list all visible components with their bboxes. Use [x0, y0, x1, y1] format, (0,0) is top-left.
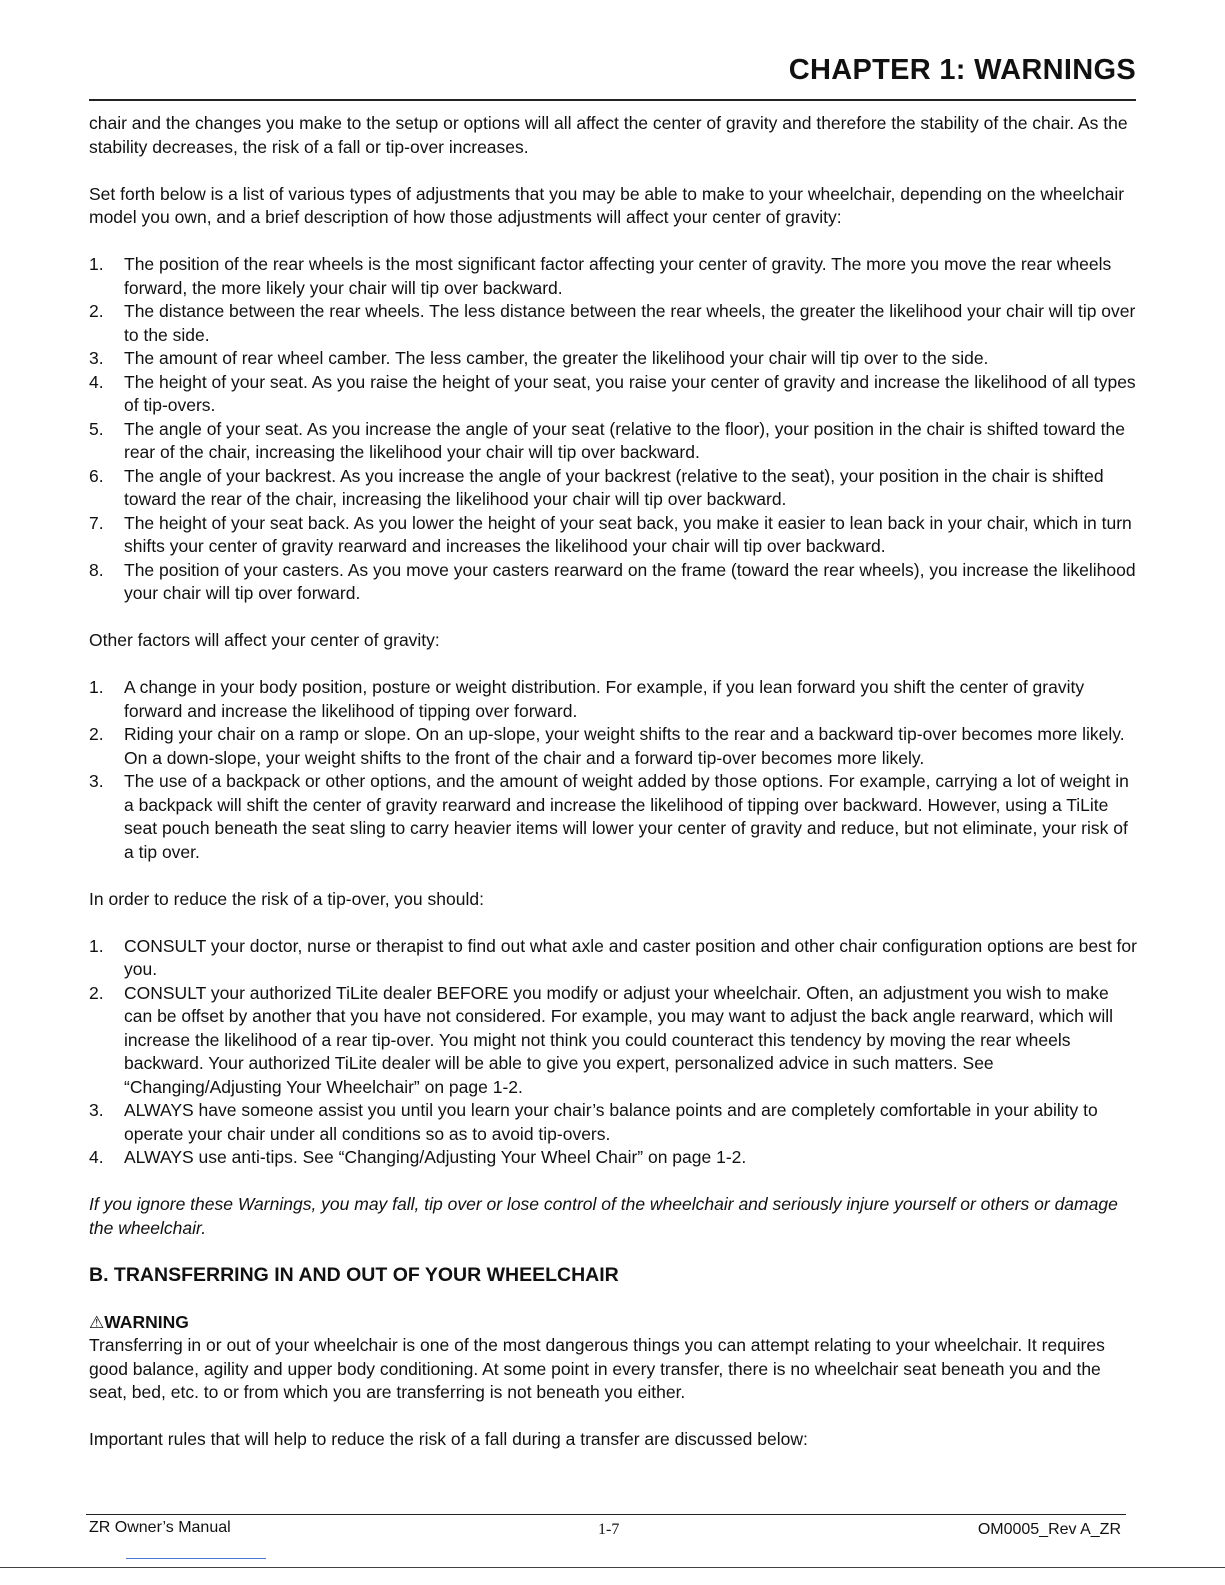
list-number: 3. [89, 771, 104, 791]
header-divider [89, 99, 1136, 101]
intro-paragraph-1: chair and the changes you make to the setup or options will all affect the center of gravity and therefore the stability of the chair. As the stability decreases, the risk of a fall or tip-over increases. [89, 113, 1128, 157]
list-number: 5. [89, 418, 104, 439]
list-item: 3. The amount of rear wheel camber. The less camber, the greater the likelihood your chair will tip over to the side. [89, 347, 1139, 371]
page-body [89, 112, 1139, 1452]
list-number: 4. [89, 1147, 104, 1167]
list-number: 1. [89, 935, 104, 956]
adjustments-list [89, 253, 1139, 606]
list-item: 8. The position of your casters. As you move your casters rearward on the frame (toward the rear wheels), you increase the likelihood your chair will tip over forward. [89, 559, 1136, 603]
page-number: 1-7 [598, 1521, 620, 1538]
list-number: 4. [89, 371, 104, 392]
warning-text: Transferring in or out of your wheelchair is one of the most dangerous things you can attempt relating to your wheelchair. It requires good balance, agility and upper body conditioning. At some point in every transfer, there is no wheelchair seat beneath you and the seat, bed, etc. to or from which you are transferring is not beneath you either. [89, 1335, 1105, 1402]
footer-divider [86, 1514, 1126, 1515]
list-number: 7. [89, 512, 104, 533]
reduce-risk-list [89, 935, 1139, 1170]
warning-triangle-icon: ⚠ [89, 1312, 105, 1332]
warning-heading [89, 1311, 1139, 1335]
list-item: 1. A change in your body position, posture or weight distribution. For example, if you lean forward you shift the center of gravity forward and increase the likelihood of tipping over forward. [89, 677, 1085, 721]
list-number: 2. [89, 301, 104, 321]
list-item: 5. The angle of your seat. As you increase the angle of your seat (relative to the floor), your position in the chair is shifted toward the rear of the chair, increasing the likelihood your chair will tip over backward. [89, 418, 1125, 462]
chapter-title: CHAPTER 1: WARNINGS [788, 54, 1136, 86]
list-number: 3. [89, 1100, 104, 1120]
list-item: 3. ALWAYS have someone assist you until you learn your chair’s balance points and are completely comfortable in your ability to operate your chair under all conditions so as to avoid tip-overs. [89, 1100, 1098, 1144]
transfer-rules-intro: Important rules that will help to reduce the risk of a fall during a transfer are discussed below: [89, 1429, 808, 1449]
section-heading: B. TRANSFERRING IN AND OUT OF YOUR WHEELCHAIR [89, 1263, 619, 1286]
footer-manual-title: ZR Owner’s Manual [89, 1519, 231, 1536]
caution-statement: If you ignore these Warnings, you may fall, tip over or lose control of the wheelchair and seriously injure yourself or others or damage the wheelchair. [89, 1194, 1118, 1238]
intro-paragraph-2: Set forth below is a list of various types of adjustments that you may be able to make to your wheelchair, depending on the wheelchair model you own, and a brief description of how those adjustments will affect your center of gravity: [89, 183, 1125, 227]
list-item: 2. The distance between the rear wheels. The less distance between the rear wheels, the greater the likelihood your chair will tip over to the side. [89, 301, 1136, 345]
list-item: 3. The use of a backpack or other options, and the amount of weight added by those options. For example, carrying a lot of weight in a backpack will shift the center of gravity rearward and increase the likelihood of tipping over backward. However, using a TiLite seat pouch beneath the seat sling to carry heavier items will lower your center of gravity and reduce, but not eliminate, your risk of a tip over. [89, 771, 1129, 862]
list-item: 4. ALWAYS use anti-tips. See “Changing/Adjusting Your Wheel Chair” on page 1-2. [89, 1146, 1139, 1170]
list-item: 1. The position of the rear wheels is the most significant factor affecting your center of gravity. The more you move the rear wheels forward, the more likely your chair will tip over backward. [89, 254, 1112, 298]
list-item: 4. The height of your seat. As you raise the height of your seat, you raise your center of gravity and increase the likelihood of all types of tip-overs. [89, 371, 1136, 415]
list-number: 2. [89, 724, 104, 744]
document-code: OM0005_Rev A_ZR [977, 1521, 1121, 1538]
list-item: 2. CONSULT your authorized TiLite dealer BEFORE you modify or adjust your wheelchair. Often, an adjustment you wish to make can be offset by another that you have not considered. For example, you may want to adjust the back angle rearward, which will increase the likelihood of a rear tip-over. You might not think you could counteract this tendency by moving the rear wheels backward. Your authorized TiLite dealer will be able to give you expert, personalized advice in such matters. See “Changing/Adjusting Your Wheelchair” on page 1-2. [89, 982, 1113, 1097]
list-item: 6. The angle of your backrest. As you increase the angle of your backrest (relative to the seat), your position in the chair is shifted toward the rear of the chair, increasing the likelihood your chair will tip over backward. [89, 465, 1104, 509]
list-item: 1. CONSULT your doctor, nurse or therapist to find out what axle and caster position and other chair configuration options are best for you. [89, 935, 1137, 979]
list-number: 3. [89, 348, 104, 368]
list-number: 1. [89, 254, 104, 274]
list-item: 7. The height of your seat back. As you lower the height of your seat back, you make it easier to lean back in your chair, which in turn shifts your center of gravity rearward and increases the likelihood your chair will tip over backward. [89, 512, 1132, 556]
warning-label: WARNING [104, 1311, 189, 1332]
list-number: 6. [89, 465, 104, 486]
list-number: 1. [89, 677, 104, 697]
list-item: 2. Riding your chair on a ramp or slope. On an up-slope, your weight shifts to the rear and a backward tip-over becomes more likely. On a down-slope, your weight shifts to the front of the chair and a forward tip-over becomes more likely. [89, 724, 1125, 768]
reduce-risk-intro: In order to reduce the risk of a tip-over, you should: [89, 888, 484, 909]
list-number: 2. [89, 982, 104, 1003]
other-factors-intro: Other factors will affect your center of gravity: [89, 630, 440, 650]
list-number: 8. [89, 559, 104, 580]
bottom-blue-line [126, 1558, 266, 1559]
other-factors-list [89, 676, 1139, 864]
bottom-edge-line [0, 1567, 1225, 1568]
